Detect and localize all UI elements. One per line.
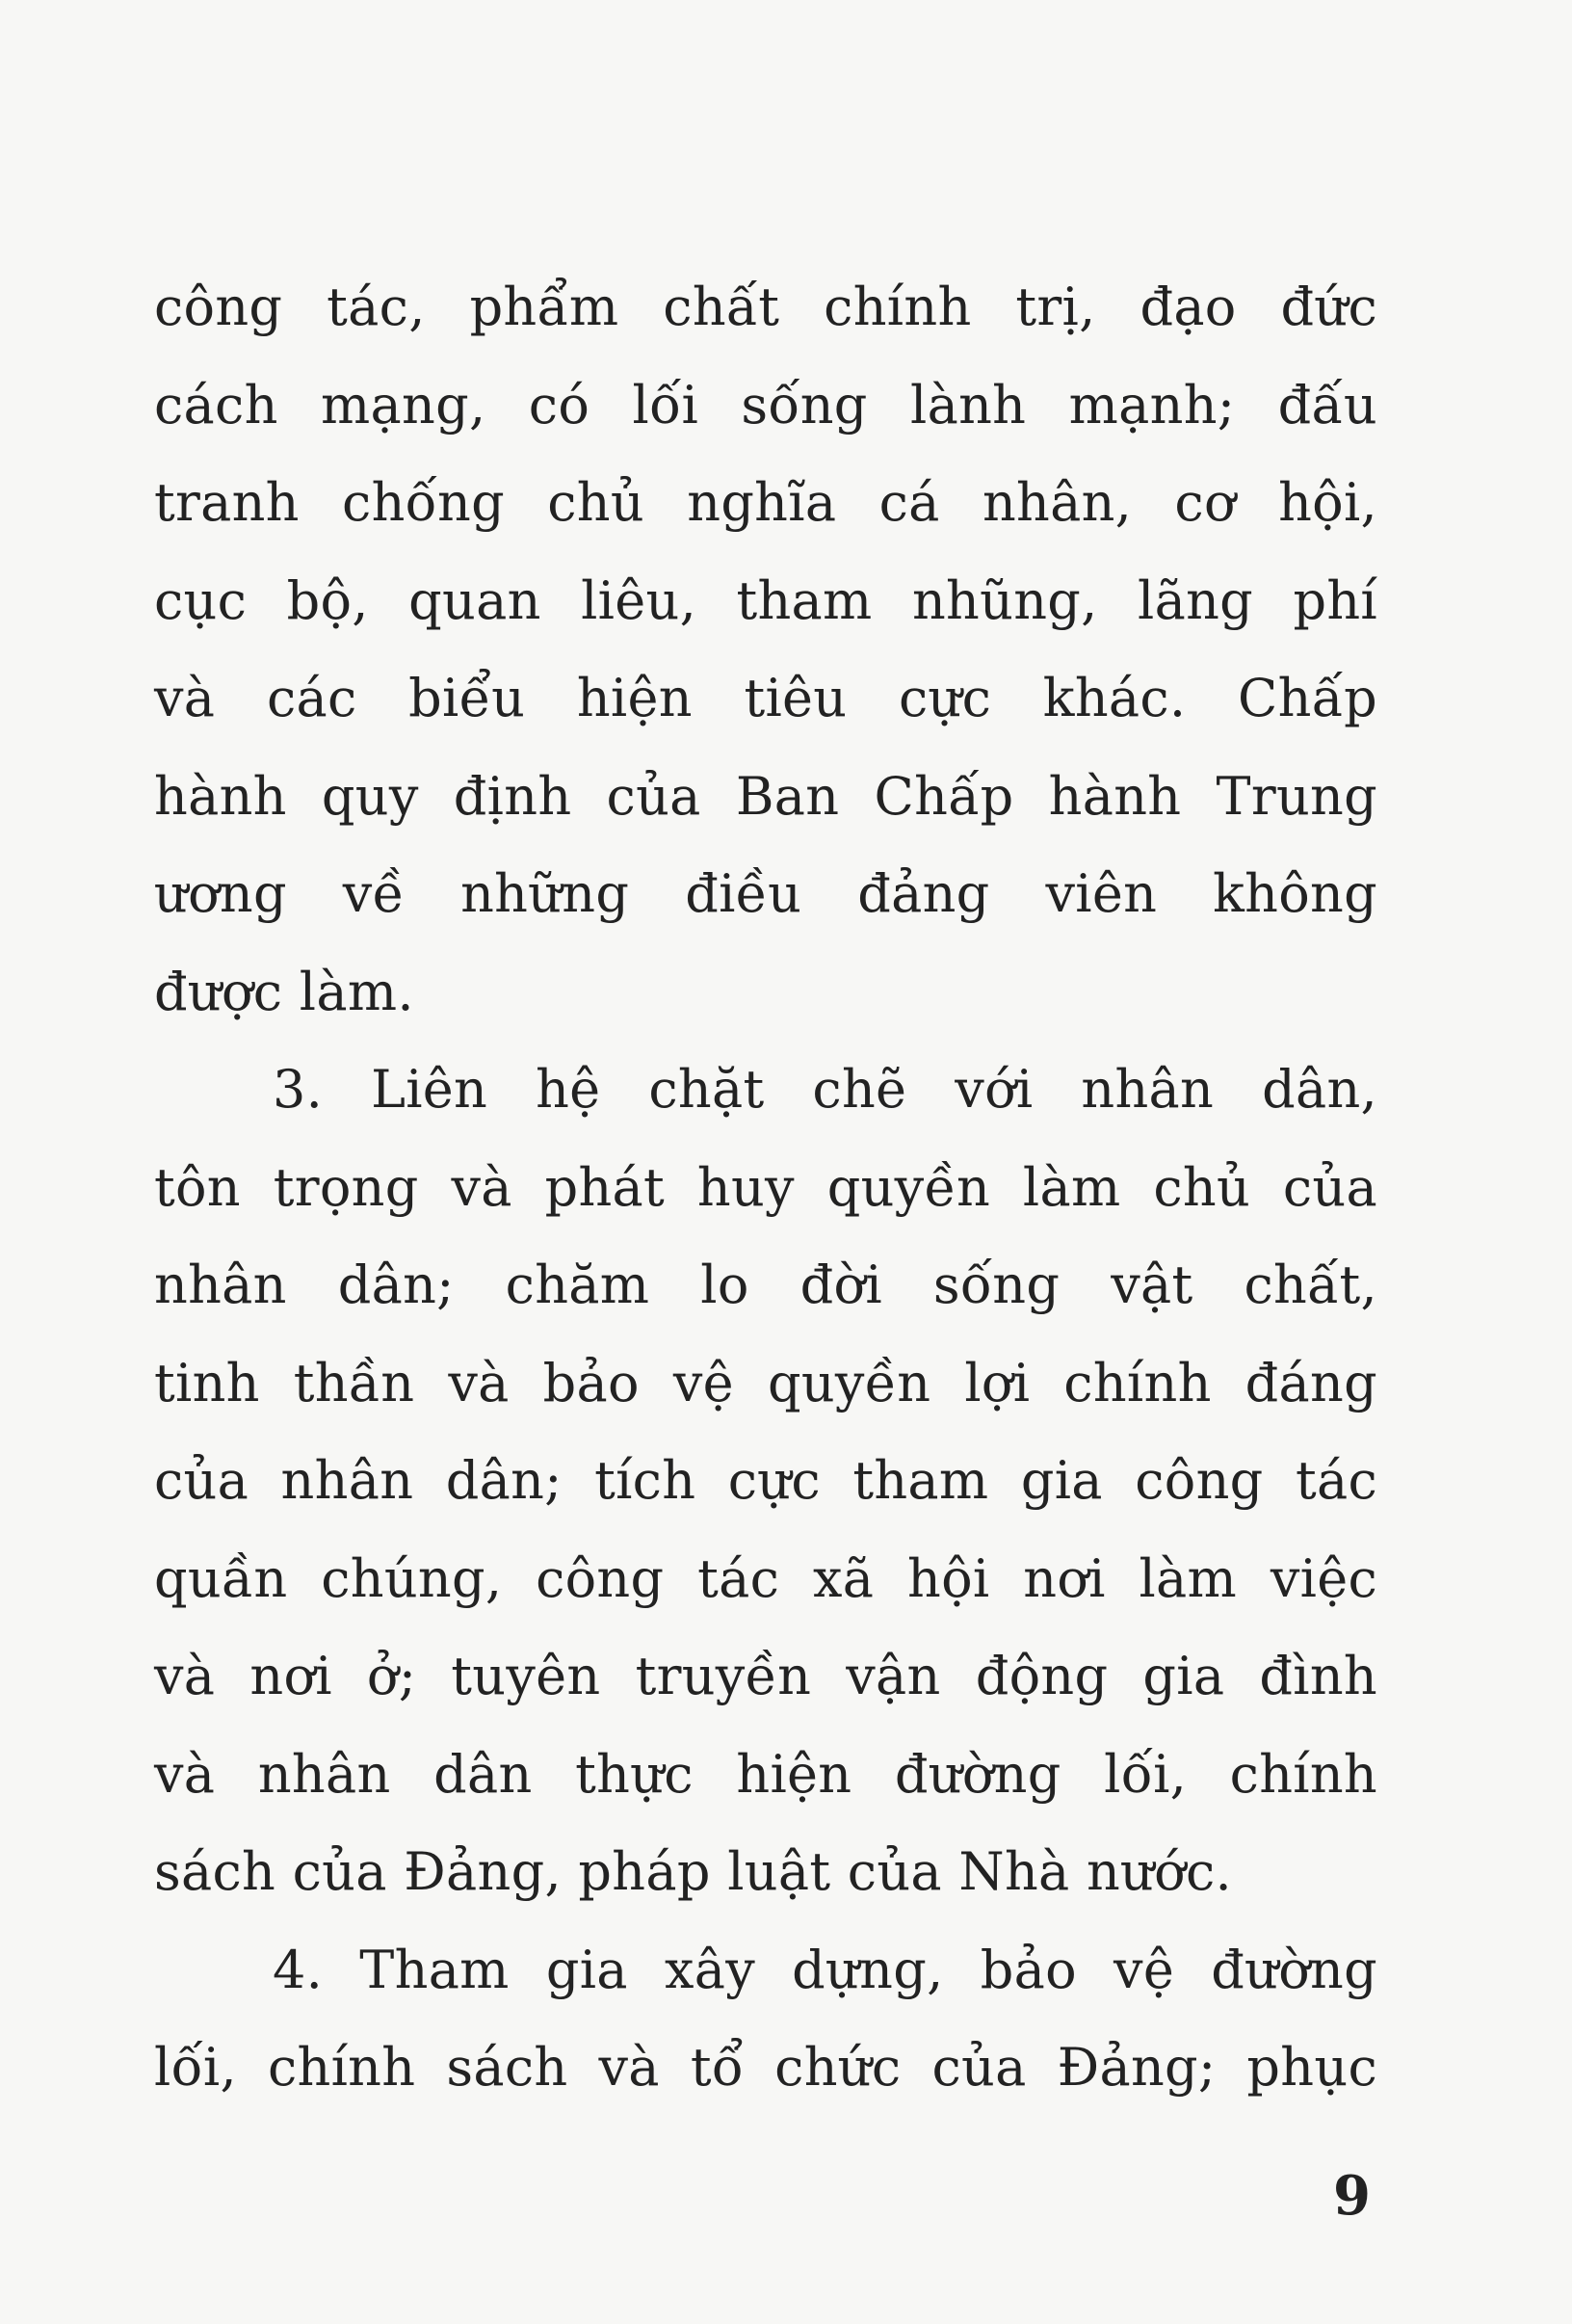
text-line: tôn trọng và phát huy quyền làm chủ của: [154, 1156, 1377, 1218]
text-line: 3. Liên hệ chặt chẽ với nhân dân,: [273, 1059, 1377, 1120]
text-line: và các biểu hiện tiêu cực khác. Chấp: [154, 668, 1377, 728]
page-number: 9: [1333, 2164, 1371, 2228]
text-line: tranh chống chủ nghĩa cá nhân, cơ hội,: [154, 472, 1377, 533]
body-text: [154, 258, 1377, 2117]
text-line: sách của Đảng, pháp luật của Nhà nước.: [154, 1841, 1232, 1902]
text-line: lối, chính sách và tổ chức của Đảng; phục: [154, 2037, 1377, 2098]
text-line: cục bộ, quan liêu, tham nhũng, lãng phí: [154, 569, 1377, 631]
text-line: ương về những điều đảng viên không: [154, 863, 1377, 924]
text-line: được làm.: [154, 961, 414, 1022]
text-line: nhân dân; chăm lo đời sống vật chất,: [154, 1254, 1377, 1315]
text-line: 4. Tham gia xây dựng, bảo vệ đường: [273, 1939, 1377, 2000]
text-line: quần chúng, công tác xã hội nơi làm việc: [154, 1547, 1377, 1609]
text-line: tinh thần và bảo vệ quyền lợi chính đáng: [154, 1352, 1377, 1413]
text-line: và nơi ở; tuyên truyền vận động gia đình: [154, 1646, 1377, 1706]
text-line: và nhân dân thực hiện đường lối, chính: [154, 1743, 1377, 1805]
text-line: của nhân dân; tích cực tham gia công tác: [154, 1450, 1377, 1511]
text-line: công tác, phẩm chất chính trị, đạo đức: [154, 277, 1377, 337]
text-line: cách mạng, có lối sống lành mạnh; đấu: [154, 374, 1377, 436]
text-line: hành quy định của Ban Chấp hành Trung: [154, 765, 1377, 827]
